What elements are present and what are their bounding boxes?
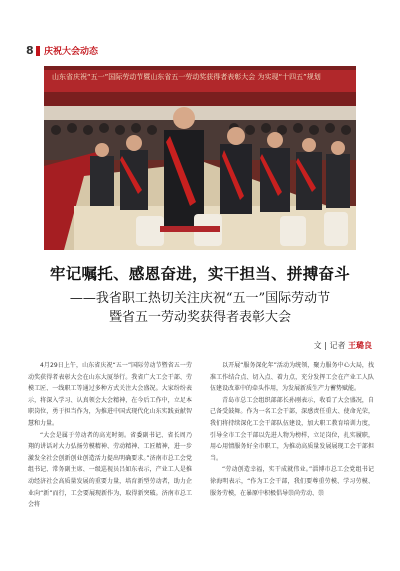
byline-author: 王璐良 [348,341,372,350]
paragraph: “劳动创造幸福，实干成就伟业。”淄博市总工会党组书记徐海明表示，“作为工会干部，我们要尊重劳模、学习劳模、服务劳模，在暴原中积极倡导崇尚劳动、崇 [210,466,374,497]
article-column-right [210,360,374,499]
paragraph: 4月29日上午，山东省庆祝“五一”国际劳动节暨省五一劳动奖获得者表彰大会在山东大厦举行。我省广大工会干部、劳模工匠、一线职工等通过多种方式关注大会盛况。大家纷纷表示，将深入学习、认真领会大会精神，在今后工作中，立足本职岗位，勇于担当作为，为推进中国式现代化山东实践贡献智慧和力量。 [28,362,192,427]
paragraph: 以开展“服务深化年”活动为统领，聚力服务中心大局，找准工作结合点、切入点、着力点，充分发挥工会在产业工人队伍建设改革中的牵头作用，为发展新质生产力蓄势赋能。 [210,362,374,393]
article-subtitle-line1: ——我省职工热切关注庆祝“五一”国际劳动节 [69,291,331,306]
paragraph: 青岛市总工会组织部部长孙刚表示，收看了大会盛况，自己备受鼓舞。作为一名工会干部，深感责任重大、使命光荣，我们将持续深化工会干部队伍建设，加大职工教育培训力度，引导全市工会干部以先进人物为榜样，立足岗位，扎实履职，用心用情服务好全市职工，为推动高质量发展展现工会干部担当。 [210,396,374,462]
photo-banner-text: 山东省庆祝“五一”国际劳动节暨山东省五一劳动奖获得者表彰大会 为实现“十四五”规划 [52,73,321,81]
section-title: 庆祝大会动态 [44,47,99,57]
page-number: 8 [26,44,34,57]
article-column-left [28,360,192,511]
paragraph: “大会是属于劳动者的高光时刻。省委副书记、省长周乃翔的讲话对大力弘扬劳模精神、劳动精神、工匠精神，进一步激发全社会创新创业创造活力提出明确要求。”济南市总工会党组书记、常务副主席、一级巡视员吕如东表示，产业工人是推动经济社会高质量发展的重要力量，培育新型劳动者，助力企业向“新”而行，工会要展现新作为，取得新突破。济南市总工会将 [28,431,192,509]
article-subtitle-line2: 暨省五一劳动奖获得者表彰大会 [108,310,291,325]
article-headline: 牢记嘱托、感恩奋进，实干担当、拼搏奋斗 [49,265,351,283]
byline-prefix: 文 | 记者 [313,341,346,350]
section-marker [36,46,40,56]
event-photo [44,66,356,250]
page-header [26,44,376,58]
byline [200,340,372,351]
